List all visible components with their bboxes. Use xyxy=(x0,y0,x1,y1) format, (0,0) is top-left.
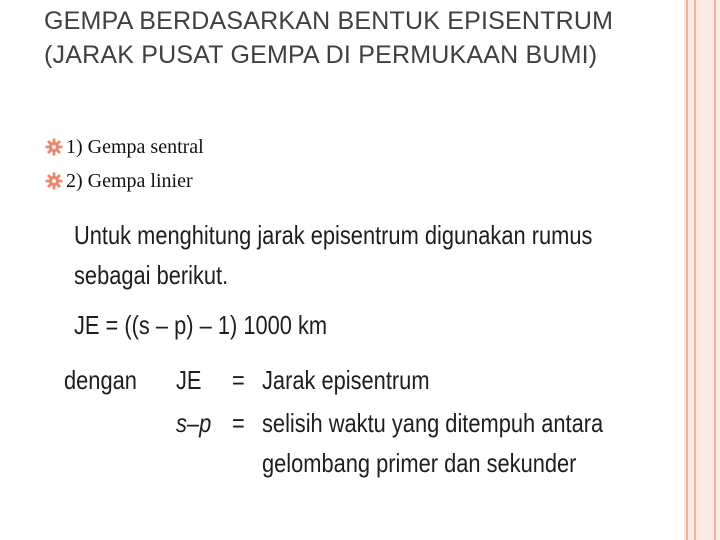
bullet-text: 2) Gempa linier xyxy=(66,169,193,192)
gear-icon xyxy=(44,171,64,191)
intro-line-2: sebagai berikut. xyxy=(74,260,229,290)
definition-meaning: Jarak episentrum xyxy=(262,365,430,395)
bullet-text: 1) Gempa sentral xyxy=(66,135,204,158)
definition-symbol: s–p xyxy=(176,408,212,438)
definition-meaning: selisih waktu yang ditempuh antara xyxy=(262,408,604,438)
edge-line xyxy=(694,0,696,540)
definition-symbol: JE xyxy=(176,365,202,395)
where-word: dengan xyxy=(64,365,137,395)
intro-line-1: Untuk menghitung jarak episentrum digunakan rumus xyxy=(74,220,593,250)
gear-icon xyxy=(44,137,64,157)
edge-line xyxy=(714,0,716,540)
formula-image xyxy=(60,210,680,500)
formula: JE = ((s – p) – 1) 1000 km xyxy=(74,310,328,340)
slide-title: GEMPA BERDASARKAN BENTUK EPISENTRUM (JARAK PUSAT GEMPA DI PERMUKAAN BUMI) xyxy=(44,7,614,69)
definition-continuation: gelombang primer dan sekunder xyxy=(262,448,577,478)
edge-line xyxy=(686,0,688,540)
list-item xyxy=(44,164,204,198)
bullet-list xyxy=(44,130,204,198)
list-item xyxy=(44,130,204,164)
definition-equals: = xyxy=(232,365,245,395)
definition-equals: = xyxy=(232,408,245,438)
